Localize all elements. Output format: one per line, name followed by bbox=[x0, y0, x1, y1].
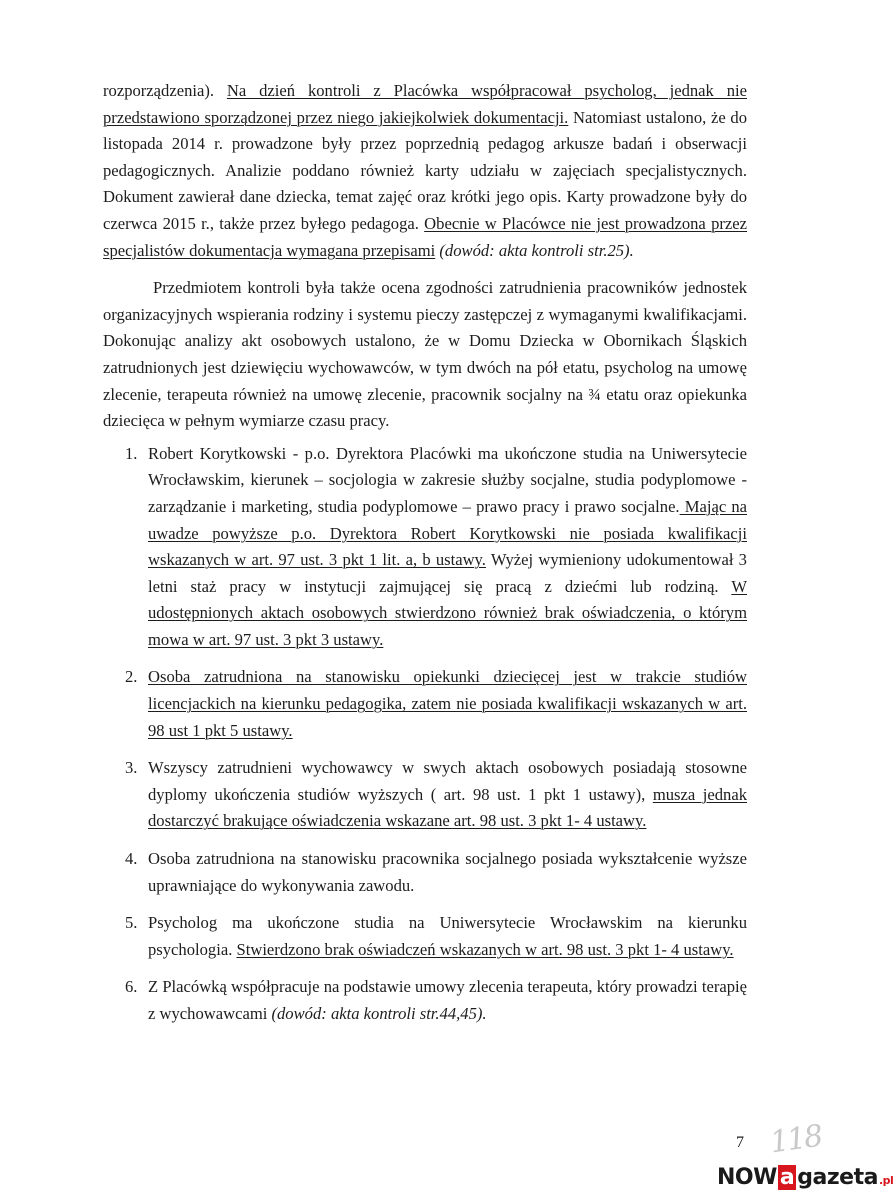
evidence-reference: (dowód: akta kontroli str.44,45). bbox=[271, 1004, 487, 1023]
intro-text: rozporządzenia). bbox=[103, 81, 227, 100]
list-item-text: Robert Korytkowski - p.o. Dyrektora Placówki ma ukończone studia na Uniwersytecie Wrocławskim, kierunek – socjologia w zakresie służby socjalne, studia podyplomowe - zarządzanie i marketing, studia podyplomowe – prawo pracy i prawo socjalne. bbox=[148, 443, 747, 516]
underlined-finding: Stwierdzono brak oświadczeń wskazanych w art. 98 ust. 3 pkt 1- 4 ustawy. bbox=[236, 939, 734, 959]
handwritten-page-number: 118 bbox=[767, 1118, 824, 1161]
underlined-finding: Osoba zatrudniona na stanowisku opiekunki dziecięcej jest w trakcie studiów licencjackich na kierunku pedagogika, zatem nie posiada kwalifikacji wskazanych w art. 98 ust 1 pkt 5 ustawy. bbox=[148, 667, 747, 740]
list-item-number: 6. bbox=[125, 977, 138, 997]
list-item-number: 5. bbox=[125, 913, 138, 933]
intro-text: Natomiast ustalono, że do listopada 2014 r. prowadzone były przez poprzednią pedagog arkusze badań i obserwacji pedagogicznych. Analizie poddano również karty udziału w zajęciach specjalistycznych. Dokument zawierał dane dziecka, temat zajęć oraz krótki jego opis. Karty prowadzone były do czerwca 2015 r., także przez byłego pedagoga. bbox=[103, 107, 747, 233]
list-item-number: 1. bbox=[125, 443, 138, 463]
logo-highlight: a bbox=[779, 1164, 795, 1190]
list-item bbox=[103, 910, 747, 963]
evidence-reference: (dowód: akta kontroli str.25). bbox=[435, 240, 634, 260]
logo-text: NOW bbox=[717, 1164, 777, 1190]
list-item-number: 4. bbox=[125, 849, 138, 869]
list-item bbox=[103, 441, 747, 654]
page-number: 7 bbox=[736, 1134, 744, 1151]
list-item bbox=[103, 974, 747, 1027]
underlined-finding: Mając na uwadze powyższe p.o. Dyrektora Robert Korytkowski nie posiada kwalifikacji wskazanych w art. 97 ust. 3 pkt 1 lit. a, b ustawy. bbox=[148, 496, 748, 570]
intro-paragraph bbox=[103, 78, 747, 264]
list-item-number: 3. bbox=[125, 758, 138, 778]
underlined-finding: W udostępnionych aktach osobowych stwierdzono również brak oświadczenia, o którym mowa w art. 97 ust. 3 pkt 3 ustawy. bbox=[148, 576, 747, 649]
list-item-number: 2. bbox=[125, 667, 138, 687]
underlined-finding: Na dzień kontroli z Placówka współpracował psycholog, jednak nie przedstawiono sporządzonej przez niego jakiejkolwiek dokumentacji. bbox=[103, 81, 747, 127]
list-item bbox=[103, 664, 747, 744]
underlined-finding: musza jednak dostarczyć brakujące oświadczenia wskazane art. 98 ust. 3 pkt 1- 4 ustawy. bbox=[148, 784, 747, 831]
list-item-text: Wszyscy zatrudnieni wychowawcy w swych aktach osobowych posiadają stosowne dyplomy ukończenia studiów wyższych ( art. 98 ust. 1 pkt 1 ustawy), bbox=[148, 758, 747, 804]
list-item-text: Wyżej wymieniony udokumentował 3 letni staż pracy w instytucji zajmującej się pracą z dziećmi lub rodziną. bbox=[148, 550, 747, 596]
list-item bbox=[103, 846, 747, 899]
list-item-text: Psycholog ma ukończone studia na Uniwersytecie Wrocławskim na kierunku psychologia. bbox=[148, 913, 747, 959]
findings-list bbox=[103, 441, 747, 1028]
logo-tld: .pl bbox=[878, 1174, 893, 1187]
list-item-text: Osoba zatrudniona na stanowisku pracownika socjalnego posiada wykształcenie wyższe uprawniające do wykonywania zawodu. bbox=[148, 849, 747, 895]
logo-text: gazeta bbox=[797, 1164, 878, 1190]
document-page bbox=[103, 78, 747, 1039]
list-item-text: Z Placówką współpracuje na podstawie umowy zlecenia terapeuta, który prowadzi terapię z wychowawcami bbox=[148, 977, 747, 1023]
staffing-paragraph: Przedmiotem kontroli była także ocena zgodności zatrudnienia pracowników jednostek organizacyjnych wspierania rodziny i systemu pieczy zastępczej z wymaganymi kwalifikacjami. Dokonując analizy akt osobowych ustalono, że w Domu Dziecka w Obornikach Śląskich zatrudnionych jest dziewięciu wychowawców, w tym dwóch na pół etatu, psycholog na umowę zlecenie, terapeuta również na umowę zlecenie, pracownik socjalny na ¾ etatu oraz opiekunka dziecięca w pełnym wymiarze czasu pracy. bbox=[103, 278, 747, 431]
underlined-finding: Obecnie w Placówce nie jest prowadzona przez specjalistów dokumentacja wymagana przepisami bbox=[103, 213, 747, 260]
newspaper-watermark-logo[interactable] bbox=[717, 1163, 893, 1191]
list-item bbox=[103, 755, 747, 835]
